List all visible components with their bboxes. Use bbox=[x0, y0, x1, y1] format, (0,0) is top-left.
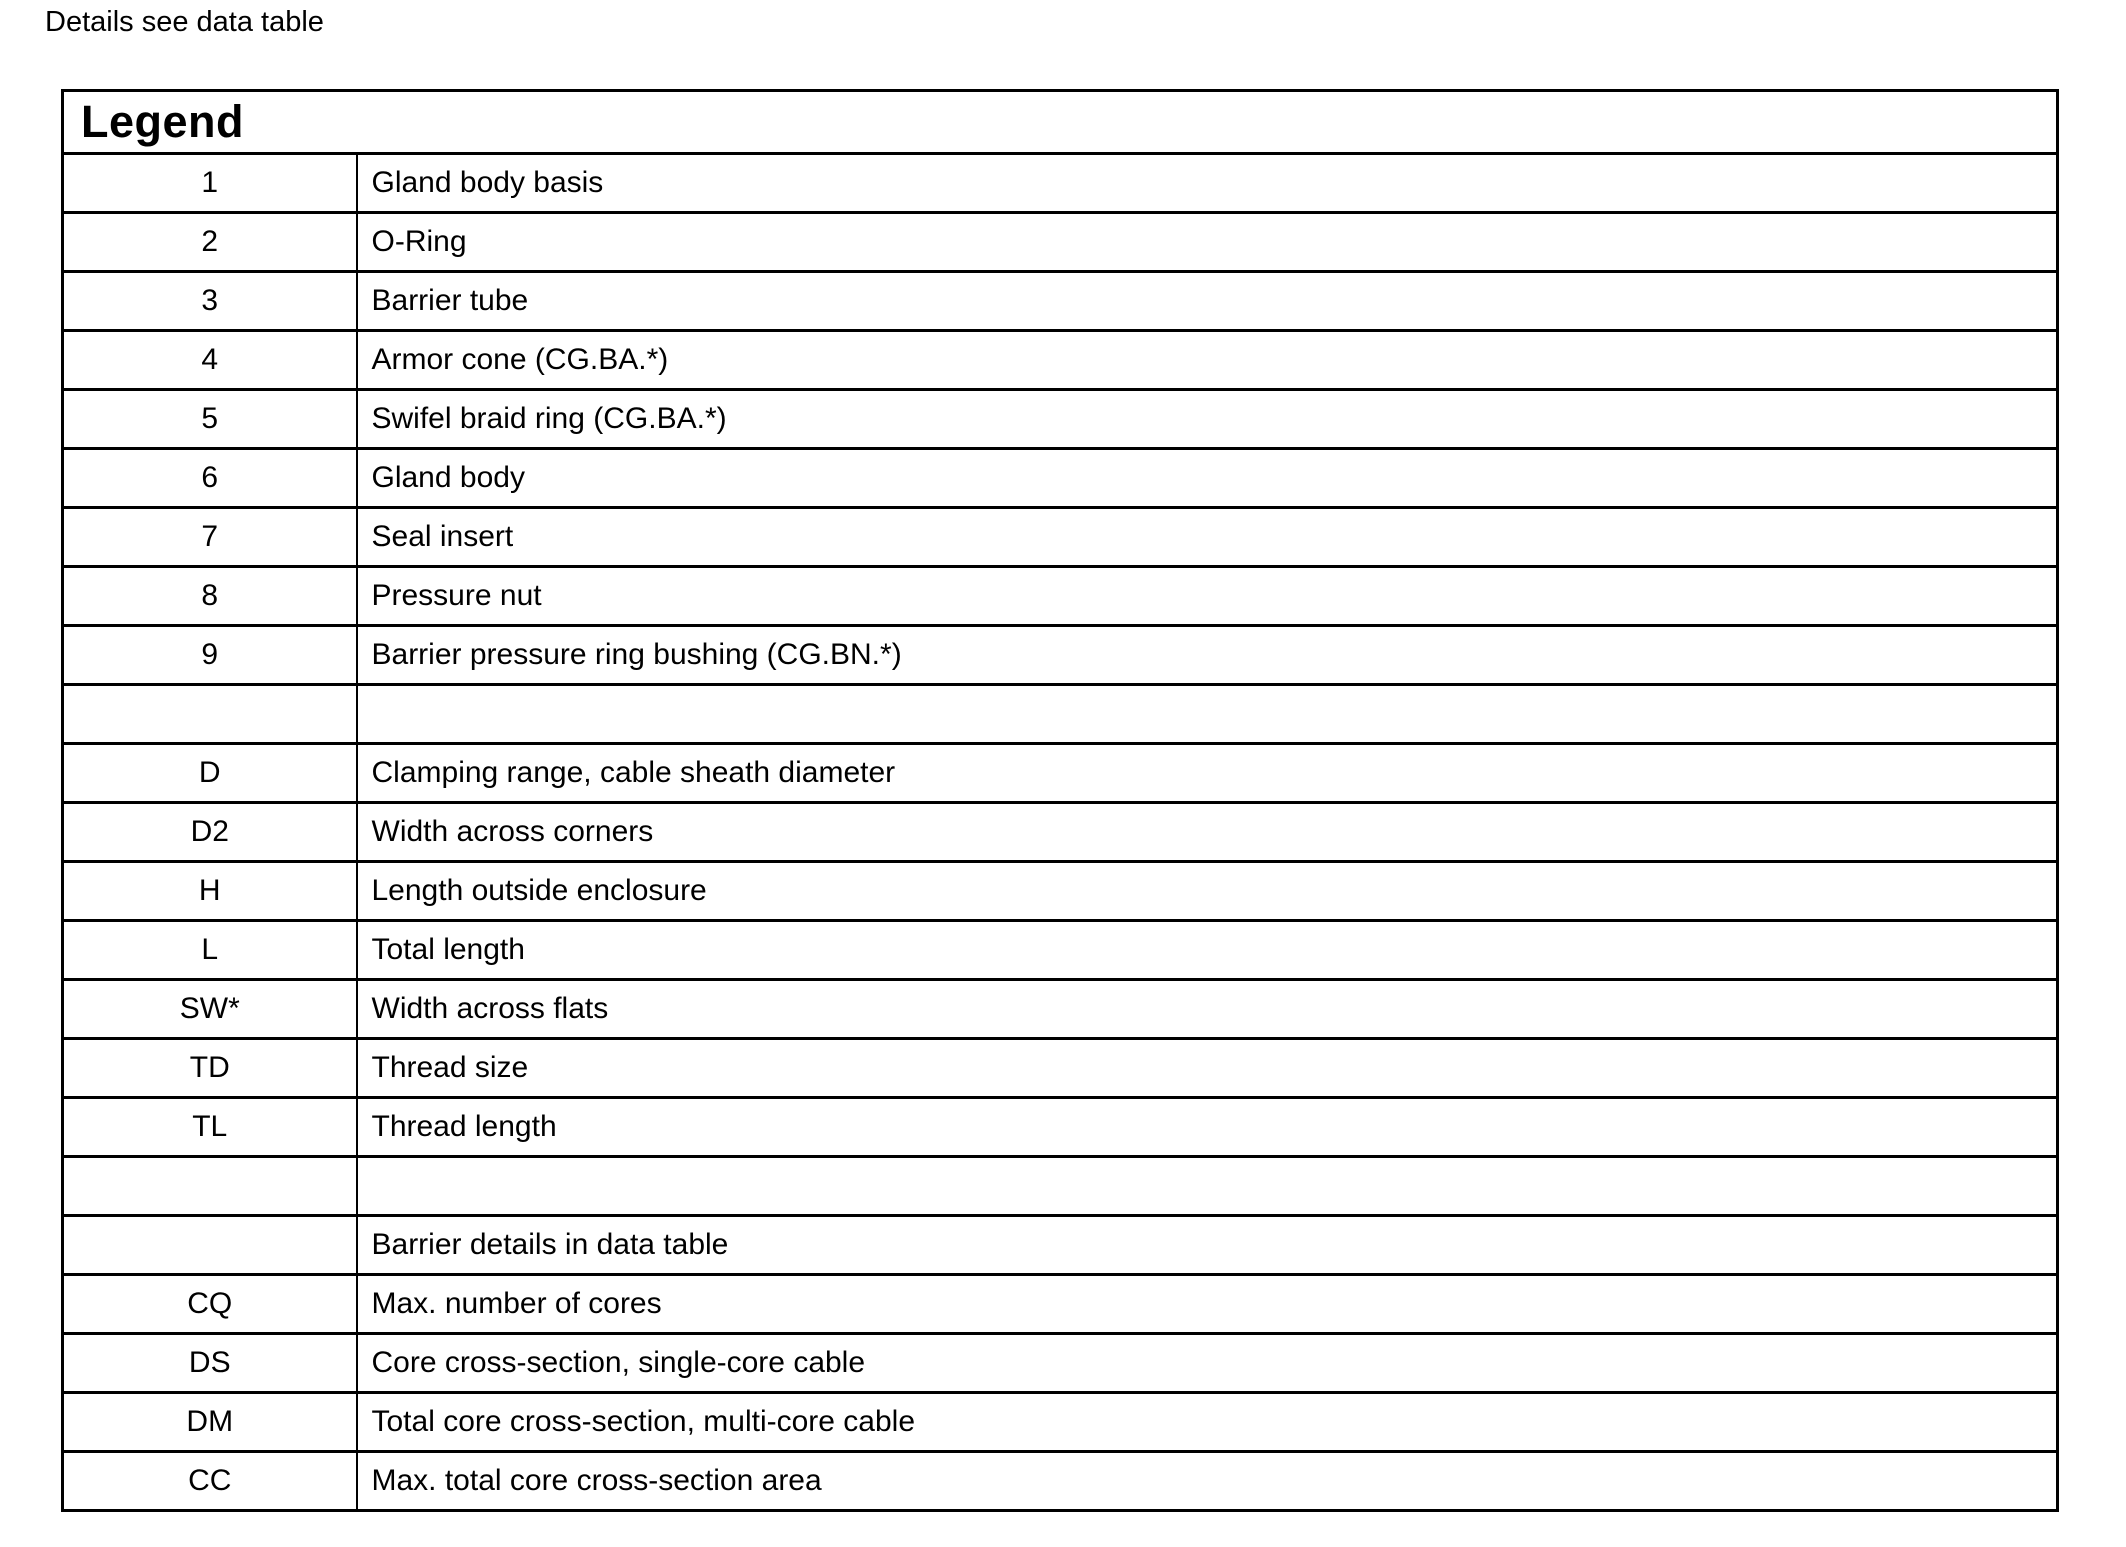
legend-row bbox=[63, 862, 2058, 921]
legend-key: 2 bbox=[63, 213, 357, 272]
legend-description: Barrier pressure ring bushing (CG.BN.*) bbox=[357, 626, 2058, 685]
legend-row bbox=[63, 272, 2058, 331]
legend-row bbox=[63, 154, 2058, 213]
legend-row bbox=[63, 980, 2058, 1039]
legend-description: Swifel braid ring (CG.BA.*) bbox=[357, 390, 2058, 449]
legend-description: Thread size bbox=[357, 1039, 2058, 1098]
legend-key: 7 bbox=[63, 508, 357, 567]
legend-row bbox=[63, 1039, 2058, 1098]
legend-row bbox=[63, 508, 2058, 567]
legend-key: CC bbox=[63, 1452, 357, 1511]
legend-description: Length outside enclosure bbox=[357, 862, 2058, 921]
legend-key: 9 bbox=[63, 626, 357, 685]
legend-key: TD bbox=[63, 1039, 357, 1098]
legend-key: 8 bbox=[63, 567, 357, 626]
legend-row-spacer bbox=[63, 1157, 2058, 1216]
legend-description: Clamping range, cable sheath diameter bbox=[357, 744, 2058, 803]
legend-description: Barrier tube bbox=[357, 272, 2058, 331]
legend-description: Thread length bbox=[357, 1098, 2058, 1157]
legend-row bbox=[63, 390, 2058, 449]
legend-row bbox=[63, 1098, 2058, 1157]
legend-description: Total core cross-section, multi-core cable bbox=[357, 1393, 2058, 1452]
legend-key: 5 bbox=[63, 390, 357, 449]
legend-row bbox=[63, 744, 2058, 803]
legend-key: 6 bbox=[63, 449, 357, 508]
legend-row bbox=[63, 1216, 2058, 1275]
legend-key: 3 bbox=[63, 272, 357, 331]
legend-key bbox=[63, 1157, 357, 1216]
legend-description: Barrier details in data table bbox=[357, 1216, 2058, 1275]
legend-key bbox=[63, 685, 357, 744]
legend-row bbox=[63, 213, 2058, 272]
legend-key: 1 bbox=[63, 154, 357, 213]
legend-description: Width across flats bbox=[357, 980, 2058, 1039]
legend-key: 4 bbox=[63, 331, 357, 390]
legend-description: Pressure nut bbox=[357, 567, 2058, 626]
legend-description: Gland body bbox=[357, 449, 2058, 508]
legend-description: Max. total core cross-section area bbox=[357, 1452, 2058, 1511]
legend-description: O-Ring bbox=[357, 213, 2058, 272]
legend-description: Total length bbox=[357, 921, 2058, 980]
legend-row bbox=[63, 803, 2058, 862]
legend-key: CQ bbox=[63, 1275, 357, 1334]
legend-row bbox=[63, 1334, 2058, 1393]
legend-row bbox=[63, 449, 2058, 508]
legend-row bbox=[63, 567, 2058, 626]
legend-row bbox=[63, 1393, 2058, 1452]
legend-description: Armor cone (CG.BA.*) bbox=[357, 331, 2058, 390]
legend-key: TL bbox=[63, 1098, 357, 1157]
legend-key bbox=[63, 1216, 357, 1275]
legend-description bbox=[357, 1157, 2058, 1216]
legend-row bbox=[63, 921, 2058, 980]
legend-key: DS bbox=[63, 1334, 357, 1393]
legend-description: Width across corners bbox=[357, 803, 2058, 862]
legend-row-spacer bbox=[63, 685, 2058, 744]
legend-key: D bbox=[63, 744, 357, 803]
legend-row bbox=[63, 1452, 2058, 1511]
details-note: Details see data table bbox=[45, 6, 324, 38]
legend-key: D2 bbox=[63, 803, 357, 862]
legend-title: Legend bbox=[81, 96, 245, 147]
legend-key: H bbox=[63, 862, 357, 921]
legend-key: DM bbox=[63, 1393, 357, 1452]
legend-key: L bbox=[63, 921, 357, 980]
legend-table bbox=[61, 89, 2059, 1512]
legend-row bbox=[63, 331, 2058, 390]
legend-key: SW* bbox=[63, 980, 357, 1039]
legend-row bbox=[63, 626, 2058, 685]
legend-description: Seal insert bbox=[357, 508, 2058, 567]
legend-description: Core cross-section, single-core cable bbox=[357, 1334, 2058, 1393]
legend-description bbox=[357, 685, 2058, 744]
legend-description: Gland body basis bbox=[357, 154, 2058, 213]
legend-title-row bbox=[63, 91, 2058, 154]
legend-row bbox=[63, 1275, 2058, 1334]
legend-description: Max. number of cores bbox=[357, 1275, 2058, 1334]
